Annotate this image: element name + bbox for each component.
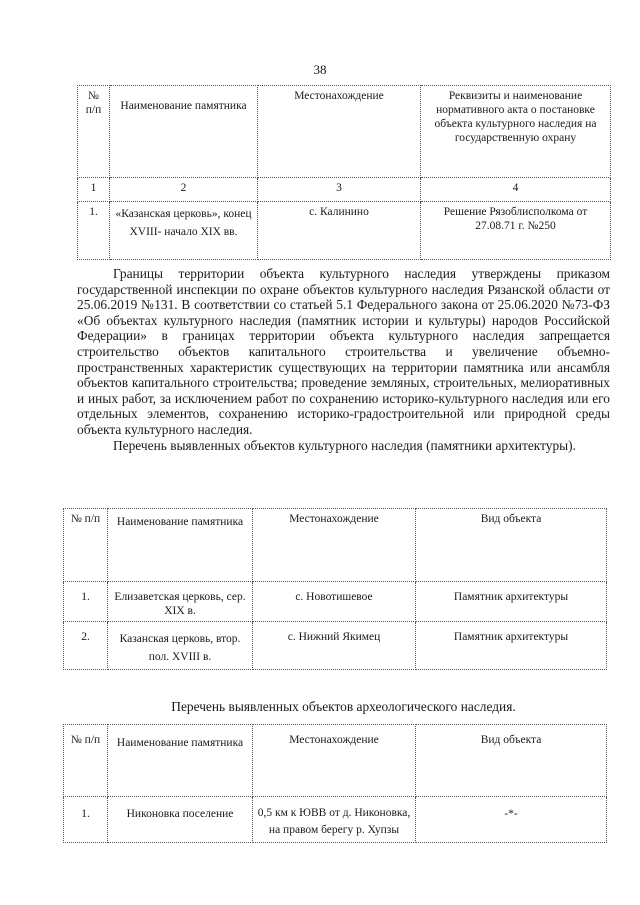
row-number: 1. (64, 797, 108, 843)
table-row (64, 797, 607, 843)
header-location: Местонахождение (253, 509, 416, 582)
header-type: Вид объекта (416, 725, 607, 797)
paragraph-boundaries: Границы территории объекта культурного наследия утверждены приказом государственной инспекции по охране объектов культурного наследия Рязанской области от 25.06.2019 №131. В соответствии со статьей 5.1 Федерального закона от 25.06.2020 №73-ФЗ «Об объектах культурного наследия (памятник истории и культуры) народов Российской Федерации» в границах территории объекта культурного наследия запрещается строительство объектов капитального строительства и увеличение объемно-пространственных характеристик существующих на территории памятника или ансамбля объектов капитального строительства; проведение земляных, строительных, мелиоративных и иных работ, за исключением работ по сохранению историко-культурного наследия или его отдельных элементов, сохранению историко-градостроительной или природной среды объекта культурного наследия. (77, 266, 610, 437)
row-location: с. Нижний Якимец (253, 622, 416, 670)
architecture-table (63, 508, 607, 670)
row-name: «Казанская церковь», конец XVIII- начало XIX вв. (110, 202, 258, 260)
table-header-row (64, 725, 607, 797)
row-name: Казанская церковь, втор. пол. XVIII в. (108, 622, 253, 670)
index-cell: 1 (78, 178, 110, 202)
table-row (64, 582, 607, 622)
header-number: № п/п (78, 86, 110, 178)
table-header-row (78, 86, 611, 178)
page-number: 38 (313, 62, 327, 77)
index-cell: 2 (110, 178, 258, 202)
row-location: с. Новотишевое (253, 582, 416, 622)
index-cell: 3 (258, 178, 421, 202)
archaeology-table (63, 724, 607, 843)
row-location: 0,5 км к ЮВВ от д. Никоновка, на правом берегу р. Хупзы (253, 797, 416, 843)
row-number: 1. (64, 582, 108, 622)
row-type: Памятник архитектуры (416, 582, 607, 622)
row-requisites: Решение Рязоблисполкома от 27.08.71 г. №250 (421, 202, 611, 260)
table-row (64, 622, 607, 670)
monuments-table (77, 85, 611, 260)
index-cell: 4 (421, 178, 611, 202)
header-number: № п/п (64, 509, 108, 582)
paragraph-architecture-list: Перечень выявленных объектов культурного наследия (памятники архитектуры). (113, 437, 576, 453)
table-row (78, 202, 611, 260)
archaeology-heading: Перечень выявленных объектов археологического наследия. (171, 699, 516, 714)
row-number: 2. (64, 622, 108, 670)
header-location: Местонахождение (253, 725, 416, 797)
row-type: -*- (416, 797, 607, 843)
table-index-row (78, 178, 611, 202)
header-type: Вид объекта (416, 509, 607, 582)
header-requisites: Реквизиты и наименование нормативного акта о постановке объекта культурного наследия на государственную охрану (421, 86, 611, 178)
row-number: 1. (78, 202, 110, 260)
row-name: Никоновка поселение (108, 797, 253, 843)
header-name: Наименование памятника (108, 725, 253, 797)
row-location: с. Калинино (258, 202, 421, 260)
header-location: Местонахождение (258, 86, 421, 178)
header-number: № п/п (64, 725, 108, 797)
row-type: Памятник архитектуры (416, 622, 607, 670)
header-name: Наименование памятника (108, 509, 253, 582)
row-name: Елизаветская церковь, сер. XIX в. (108, 582, 253, 622)
table-header-row (64, 509, 607, 582)
body-text (77, 266, 610, 453)
header-name: Наименование памятника (110, 86, 258, 178)
